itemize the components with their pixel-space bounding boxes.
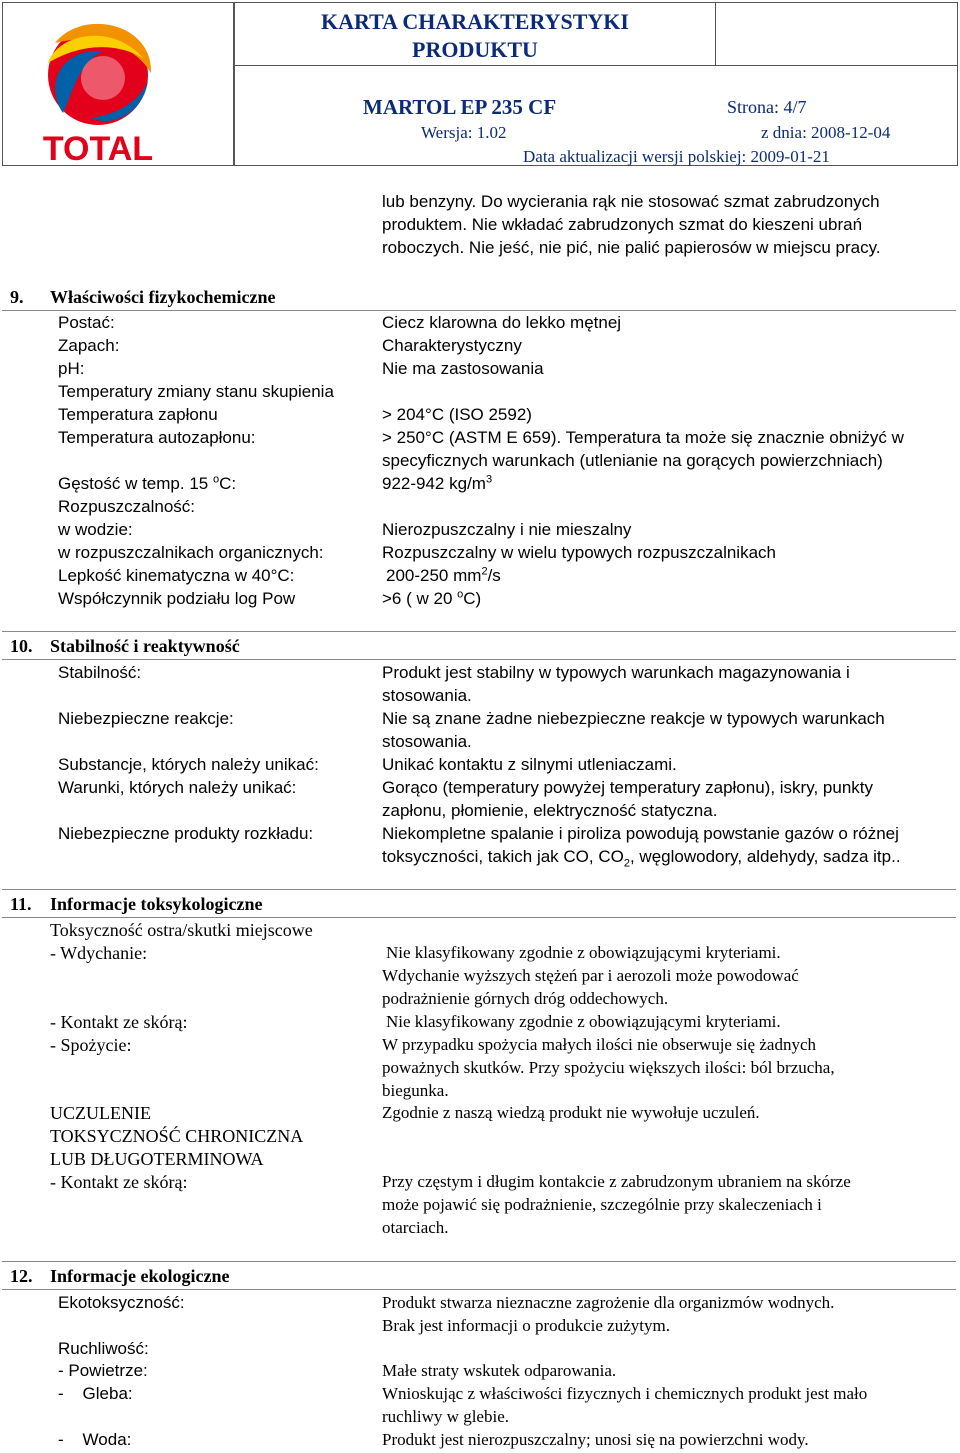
value-ekotoksycznosc-1: Produkt stwarza nieznaczne zagrożenie dla organizmów wodnych.	[382, 1293, 835, 1312]
section-12-number: 12.	[10, 1266, 33, 1286]
label-chroniczna-1: TOKSYCZNOŚĆ CHRONICZNA	[50, 1126, 304, 1146]
label-pow: Współczynnik podziału log Pow	[58, 589, 296, 608]
value-gestosc: 922-942 $kg/m^3$	[382, 473, 493, 493]
section-10-title: Stabilność i reaktywność	[50, 636, 240, 656]
value-organicznych: Rozpuszczalny w wielu typowych rozpuszczalnikach	[382, 543, 776, 562]
value-ekotoksycznosc-2: Brak jest informacji o produkcie zużytym.	[382, 1316, 670, 1335]
version-date: z dnia: 2008-12-04	[761, 123, 891, 142]
intro-line-3: roboczych. Nie jeść, nie pić, nie palić papierosów w miejscu pracy.	[382, 238, 881, 257]
label-autozaplon: Temperatura autozapłonu:	[58, 428, 256, 447]
value-spozycie-1: W przypadku spożycia małych ilości nie obserwuje się żadnych	[382, 1035, 816, 1054]
label-organicznych: w rozpuszczalnikach organicznych:	[58, 543, 324, 562]
label-ph: pH:	[58, 359, 85, 378]
value-postac: Ciecz klarowna do lekko mętnej	[382, 313, 622, 332]
value-warunki-1: Gorąco (temperatury powyżej temperatury zapłonu), iskry, punkty	[382, 778, 873, 797]
doc-title-line2: PRODUKTU	[412, 37, 538, 62]
value-kontakt-skora-2-2: może pojawić się podrażnienie, szczególnie przy skaleczeniach i	[382, 1195, 822, 1214]
label-postac: Postać:	[58, 313, 115, 332]
intro-line-1: lub benzyny. Do wycierania rąk nie stosować szmat zabrudzonych	[382, 192, 880, 211]
label-zapach: Zapach:	[58, 336, 120, 355]
label-produkty-rozkladu: Niebezpieczne produkty rozkładu:	[58, 824, 314, 843]
title-divider	[235, 65, 957, 66]
section-10-rule	[2, 659, 956, 660]
value-produkty-1: Niekompletne spalanie i piroliza powodują powstanie gazów o różnej	[382, 824, 899, 843]
section-12-rule-top	[2, 1261, 956, 1262]
value-gleba-1: Wnioskując z właściwości fizycznych i chemicznych produkt jest mało	[382, 1384, 868, 1403]
label-lepkosc: Lepkość kinematyczna w 40°C:	[58, 566, 295, 585]
doc-title-line1: KARTA CHARAKTERYSTYKI	[321, 9, 629, 34]
label-spozycie: - Spożycie:	[50, 1035, 132, 1055]
value-pow: >6 ( w 20 $^o$C)	[382, 588, 482, 608]
label-wdychanie: - Wdychanie:	[50, 943, 148, 963]
label-wodzie: w wodzie:	[58, 520, 133, 539]
label-toksycznosc-ostra: Toksyczność ostra/skutki miejscowe	[50, 920, 313, 940]
label-powietrze: - Powietrze:	[58, 1361, 148, 1380]
label-ekotoksycznosc: Ekotoksyczność:	[58, 1293, 185, 1312]
value-spozycie-2: poważnych skutków. Przy spożyciu większych ilości: ból brzucha,	[382, 1058, 835, 1077]
section-11-rule-top	[2, 889, 956, 890]
value-wdychanie-3: podrażnienie górnych dróg oddechowych.	[382, 989, 669, 1008]
value-warunki-2: zapłonu, płomienie, elektryczność statyczna.	[382, 801, 718, 820]
label-zaplon: Temperatura zapłonu	[58, 405, 218, 424]
section-10-rule-top	[2, 631, 956, 632]
section-9-title: Właściwości fizykochemiczne	[50, 287, 276, 307]
label-rozpuszczalnosc: Rozpuszczalność:	[58, 497, 196, 516]
value-ph: Nie ma zastosowania	[382, 359, 544, 378]
label-ruchliwosc: Ruchliwość:	[58, 1339, 149, 1358]
value-kontakt-skora: Nie klasyfikowany zgodnie z obowiązującymi kryteriami.	[386, 1012, 781, 1031]
value-woda: Produkt jest nierozpuszczalny; unosi się na powierzchni wody.	[382, 1430, 809, 1449]
label-chroniczna-2: LUB DŁUGOTERMINOWA	[50, 1149, 264, 1169]
value-stabilnosc-1: Produkt jest stabilny w typowych warunkach magazynowania i	[382, 663, 850, 682]
label-woda: - Woda:	[58, 1430, 132, 1449]
intro-line-2: produktem. Nie wkładać zabrudzonych szmat do kieszeni ubrań	[382, 215, 863, 234]
value-lepkosc: 200-250 $mm^2/s$	[386, 565, 501, 585]
value-autozaplon-1: > 250°C (ASTM E 659). Temperatura ta może się znacznie obniżyć w	[382, 428, 904, 447]
svg-text:TOTAL: TOTAL	[42, 130, 154, 165]
update-date: Data aktualizacji wersji polskiej: 2009-01-21	[523, 147, 830, 166]
section-12-rule	[2, 1289, 956, 1290]
value-autozaplon-2: specyficznych warunkach (utlenianie na gorących powierzchniach)	[382, 451, 883, 470]
document-header	[2, 2, 958, 166]
logo-cell	[2, 2, 234, 166]
section-9-rule	[2, 310, 956, 311]
label-kontakt-skora: - Kontakt ze skórą:	[50, 1012, 188, 1032]
value-gleba-2: ruchliwy w glebie.	[382, 1407, 509, 1426]
label-reakcje: Niebezpieczne reakcje:	[58, 709, 234, 728]
label-gestosc: Gęstość w temp. 15 $^o$C:	[58, 473, 237, 493]
total-logo	[3, 3, 233, 165]
label-uczulenie: UCZULENIE	[50, 1103, 151, 1123]
value-reakcje-2: stosowania.	[382, 732, 472, 751]
label-substancje: Substancje, których należy unikać:	[58, 755, 319, 774]
section-11-rule	[2, 917, 956, 918]
value-uczulenie: Zgodnie z naszą wiedzą produkt nie wywołuje uczuleń.	[382, 1103, 760, 1122]
value-substancje: Unikać kontaktu z silnymi utleniaczami.	[382, 755, 677, 774]
value-kontakt-skora-2-3: otarciach.	[382, 1218, 449, 1237]
value-wdychanie-2: Wdychanie wyższych stężeń par i aerozoli może powodować	[382, 966, 799, 985]
label-temperatury: Temperatury zmiany stanu skupienia	[58, 382, 334, 401]
product-name: MARTOL EP 235 CF	[363, 95, 557, 119]
label-gleba: - Gleba:	[58, 1384, 133, 1403]
section-9-number: 9.	[10, 287, 24, 307]
label-stabilnosc: Stabilność:	[58, 663, 142, 682]
value-zaplon: > 204°C (ISO 2592)	[382, 405, 532, 424]
page-number: Strona: 4/7	[727, 97, 807, 117]
value-wodzie: Nierozpuszczalny i nie mieszalny	[382, 520, 632, 539]
section-11-title: Informacje toksykologiczne	[50, 894, 263, 914]
value-reakcje-1: Nie są znane żadne niebezpieczne reakcje w typowych warunkach	[382, 709, 885, 728]
value-zapach: Charakterystyczny	[382, 336, 522, 355]
value-spozycie-3: biegunka.	[382, 1081, 449, 1100]
section-10-number: 10.	[10, 636, 33, 656]
label-warunki: Warunki, których należy unikać:	[58, 778, 297, 797]
version: Wersja: 1.02	[421, 123, 507, 142]
value-powietrze: Małe straty wskutek odparowania.	[382, 1361, 617, 1380]
value-kontakt-skora-2-1: Przy częstym i długim kontakcie z zabrudzonym ubraniem na skórze	[382, 1172, 851, 1191]
title-cell	[234, 2, 958, 166]
label-kontakt-skora-2: - Kontakt ze skórą:	[50, 1172, 188, 1192]
value-stabilnosc-2: stosowania.	[382, 686, 472, 705]
title-vdivider	[715, 3, 716, 65]
section-11-number: 11.	[10, 894, 32, 914]
value-produkty-2: toksyczności, takich jak CO, $CO_2$, węglowodory, aldehydy, sadza itp..	[382, 847, 901, 870]
section-12-title: Informacje ekologiczne	[50, 1266, 230, 1286]
value-wdychanie-1: Nie klasyfikowany zgodnie z obowiązującymi kryteriami.	[386, 943, 781, 962]
